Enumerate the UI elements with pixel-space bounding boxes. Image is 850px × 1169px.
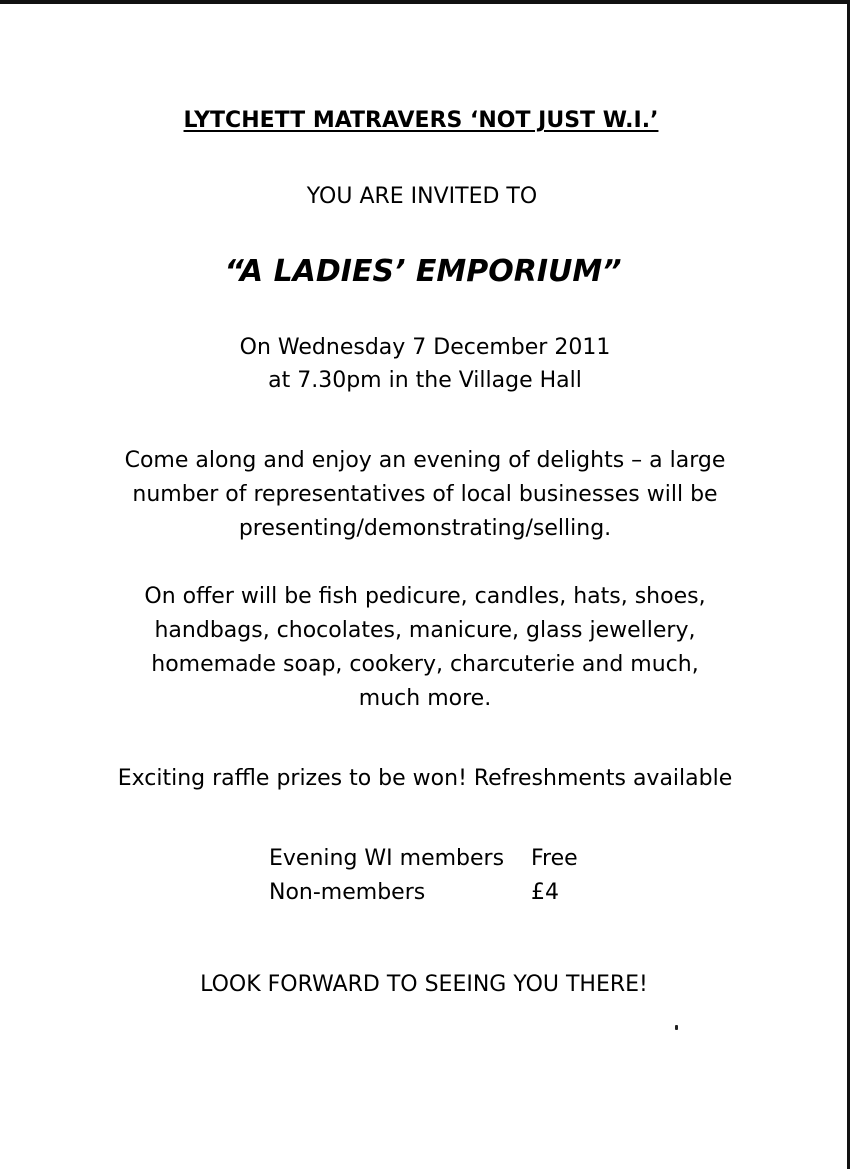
price-row-non-members — [269, 876, 559, 910]
description-line: presenting/demonstrating/selling. — [238, 516, 612, 541]
page-title: LYTCHETT MATRAVERS ‘NOT JUST W.I.’ — [183, 108, 659, 133]
price-label: Non-members — [269, 880, 426, 905]
offers-line: On offer will be fish pedicure, candles, hats, shoes, — [144, 584, 706, 609]
offers-line: homemade soap, cookery, charcuterie and much, — [151, 652, 699, 677]
invitation-line: YOU ARE INVITED TO — [306, 184, 538, 209]
offers-line: handbags, chocolates, manicure, glass jewellery, — [154, 618, 696, 643]
price-amount: £4 — [531, 880, 559, 905]
event-name: “A LADIES’ EMPORIUM” — [224, 254, 622, 289]
scan-speck — [675, 1025, 678, 1030]
closing-line: LOOK FORWARD TO SEEING YOU THERE! — [200, 972, 648, 997]
description-line: Come along and enjoy an evening of delights – a large — [124, 448, 726, 473]
raffle-note: Exciting raffle prizes to be won! Refreshments available — [117, 766, 733, 791]
price-amount: Free — [531, 846, 578, 871]
description-line: number of representatives of local businesses will be — [132, 482, 718, 507]
scan-border-top — [0, 0, 850, 4]
event-time-venue: at 7.30pm in the Village Hall — [268, 368, 582, 393]
offers-line: much more. — [358, 686, 492, 711]
price-label: Evening WI members — [269, 846, 505, 871]
event-date: On Wednesday 7 December 2011 — [239, 335, 611, 360]
price-row-members — [269, 842, 578, 876]
